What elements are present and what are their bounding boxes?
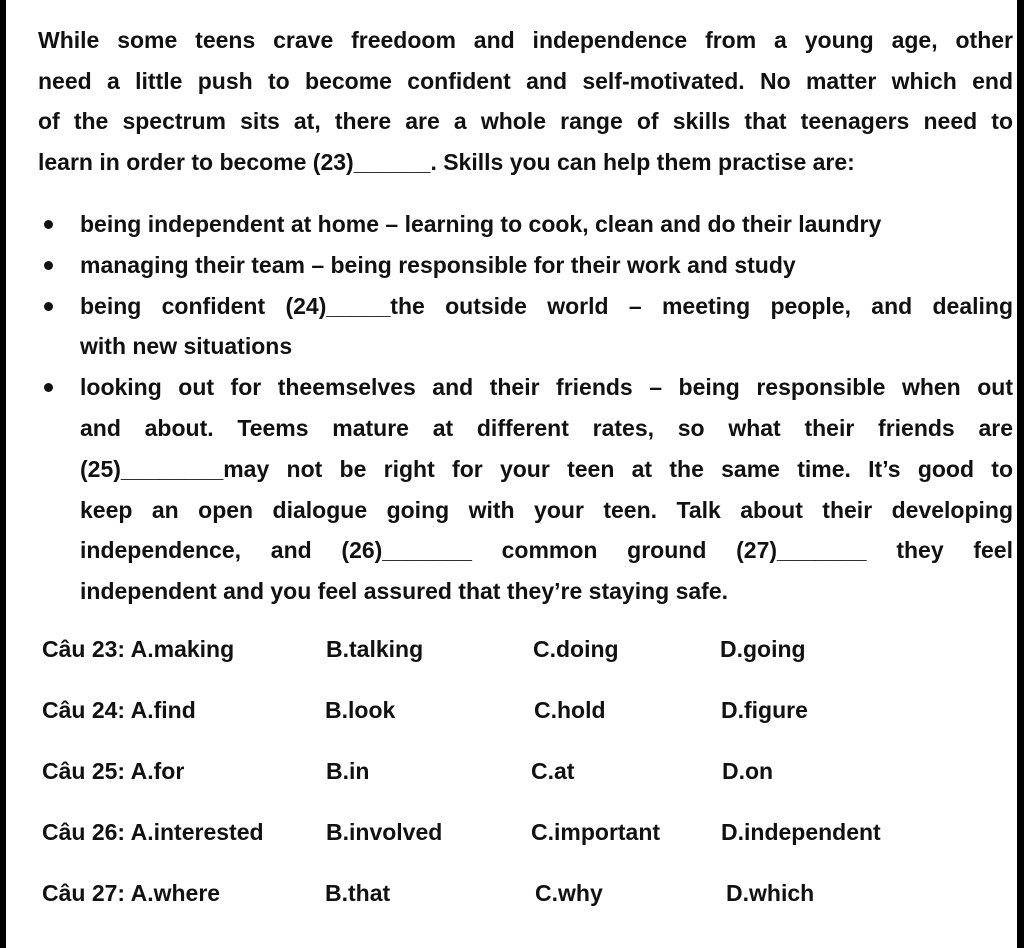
option-d: D.independent bbox=[721, 819, 881, 845]
question-row bbox=[42, 697, 1017, 758]
option-c: C.hold bbox=[534, 697, 606, 723]
option-d: D.figure bbox=[721, 697, 808, 723]
question-label: Câu 27: A.where bbox=[42, 880, 221, 906]
option-d: D.which bbox=[726, 880, 815, 906]
option-c: C.doing bbox=[533, 636, 619, 662]
list-item-line: and about. Teems mature at different rates, so what their friends are bbox=[80, 414, 1013, 441]
list-item-line: being confident (24)_____the outside world – meeting people, and dealing bbox=[80, 292, 1013, 319]
option-b: B.involved bbox=[326, 819, 443, 845]
option-b: B.look bbox=[325, 697, 396, 723]
option-b: B.talking bbox=[326, 636, 424, 662]
option-b: B.in bbox=[326, 758, 370, 784]
option-c: C.at bbox=[531, 758, 575, 784]
answer-options bbox=[42, 636, 1017, 941]
question-label: Câu 23: A.making bbox=[42, 636, 235, 662]
list-item-line: independence, and (26)_______ common ground (27)_______ they feel bbox=[80, 537, 1013, 564]
list-item bbox=[38, 367, 1013, 612]
list-item-line: being independent at home – learning to cook, clean and do their laundry bbox=[80, 211, 882, 237]
list-item-line: with new situations bbox=[80, 333, 293, 360]
paragraph-line: of the spectrum sits at, there are a whole range of skills that teenagers need to bbox=[38, 108, 1013, 134]
list-item bbox=[38, 286, 1013, 368]
list-item bbox=[38, 204, 1013, 245]
question-row bbox=[42, 636, 1017, 697]
question-row bbox=[42, 758, 1017, 819]
question-row bbox=[42, 880, 1017, 941]
skills-list bbox=[38, 204, 1013, 612]
question-label: Câu 25: A.for bbox=[42, 758, 185, 784]
option-c: C.important bbox=[531, 819, 661, 845]
paragraph-line: need a little push to become confident and self-motivated. No matter which end bbox=[38, 67, 1013, 94]
list-item-line: keep an open dialogue going with your teen. Talk about their developing bbox=[80, 496, 1013, 523]
list-item-line: (25)________may not be right for your teen at the same time. It’s good to bbox=[80, 455, 1013, 482]
list-item-line: managing their team – being responsible for their work and study bbox=[80, 251, 796, 278]
question-label: Câu 26: A.interested bbox=[42, 819, 264, 845]
option-c: C.why bbox=[535, 880, 603, 906]
paragraph-line: While some teens crave freedoom and independence from a young age, other bbox=[38, 27, 1013, 53]
option-d: D.going bbox=[720, 636, 806, 662]
list-item-line: looking out for theemselves and their friends – being responsible when out bbox=[80, 374, 1013, 401]
paragraph-line: learn in order to become (23)______. Skills you can help them practise are: bbox=[38, 148, 855, 175]
list-item-line: independent and you feel assured that they’re staying safe. bbox=[80, 578, 728, 605]
list-item bbox=[38, 245, 1013, 286]
document-page bbox=[6, 0, 1017, 948]
question-row bbox=[42, 819, 1017, 880]
question-label: Câu 24: A.find bbox=[42, 697, 196, 723]
option-d: D.on bbox=[722, 758, 774, 784]
intro-paragraph bbox=[38, 20, 1013, 182]
option-b: B.that bbox=[325, 880, 391, 906]
